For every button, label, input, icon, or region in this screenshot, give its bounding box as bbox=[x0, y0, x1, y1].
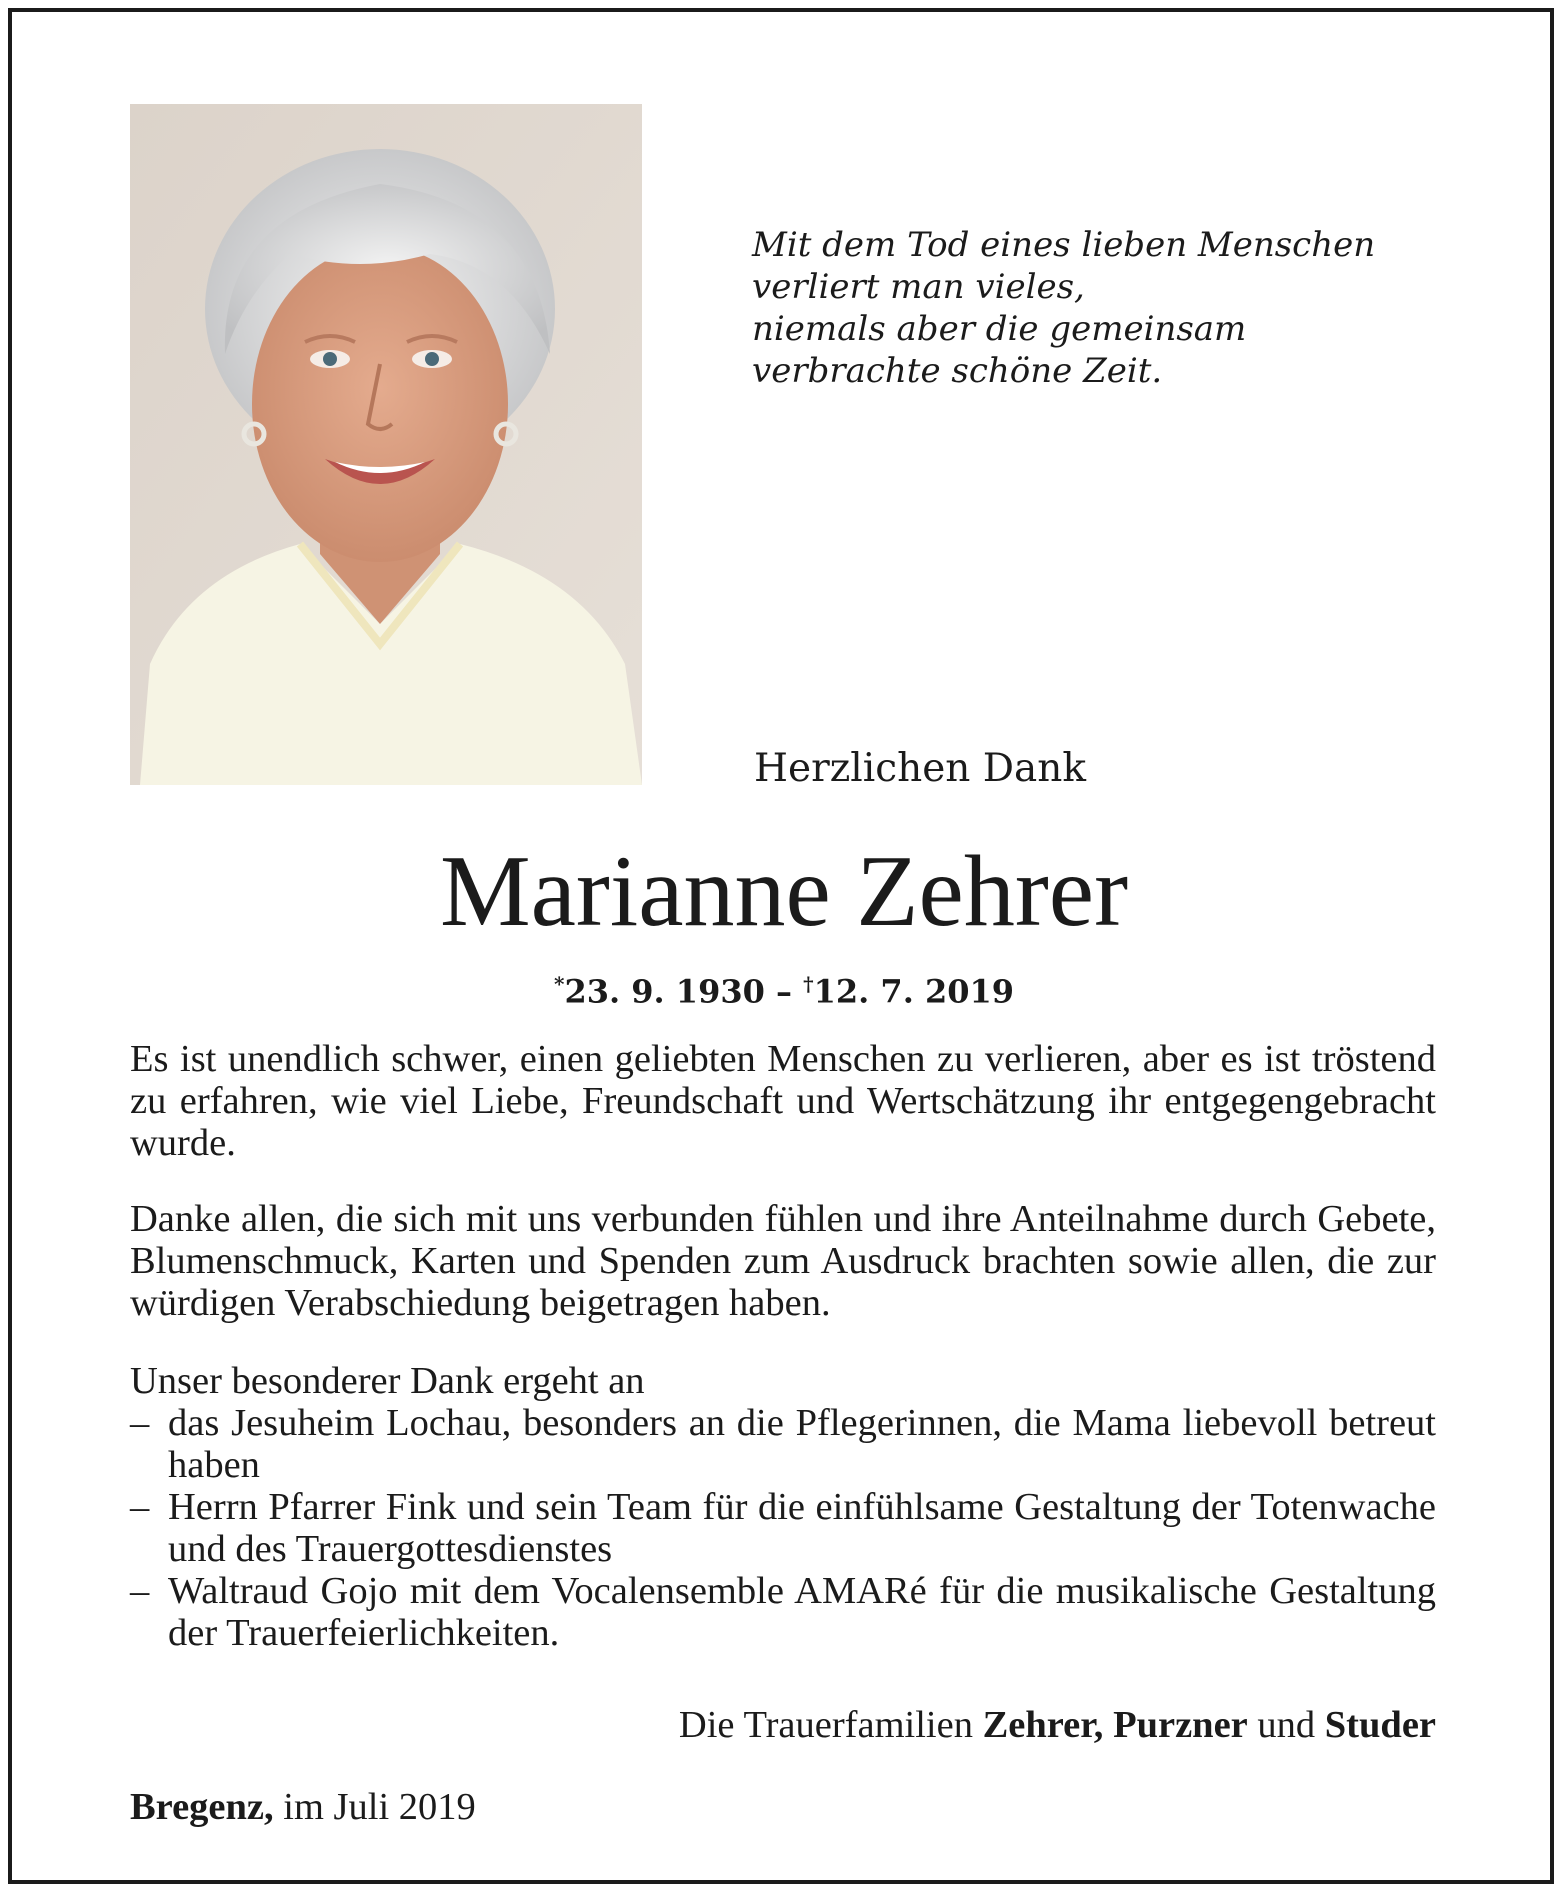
dash-bullet: – bbox=[130, 1570, 150, 1612]
family-name: Purzner bbox=[1113, 1704, 1248, 1746]
dash-bullet: – bbox=[130, 1402, 150, 1444]
list-item bbox=[130, 1486, 1436, 1570]
death-date: 12. 7. 2019 bbox=[813, 972, 1015, 1011]
list-item bbox=[130, 1402, 1436, 1486]
quote-line: Mit dem Tod eines lieben Menschen bbox=[752, 225, 1376, 265]
thanks-heading: Herzlichen Dank bbox=[754, 746, 1087, 791]
memorial-quote bbox=[752, 224, 1492, 392]
quote-line: niemals aber die gemeinsam bbox=[752, 309, 1247, 349]
quote-line: verliert man vieles, bbox=[752, 267, 1085, 307]
portrait-illustration bbox=[130, 104, 642, 785]
birth-symbol: * bbox=[553, 972, 565, 996]
death-symbol: † bbox=[803, 972, 814, 996]
family-name: Studer bbox=[1324, 1704, 1436, 1746]
dash-bullet: – bbox=[130, 1486, 150, 1528]
signature-prefix: Die Trauerfamilien bbox=[678, 1704, 983, 1746]
list-item-text: Waltraud Gojo mit dem Vocalensemble AMARé für die musikalische Gestaltung der Trauerfeierlichkeiten. bbox=[168, 1570, 1436, 1654]
quote-line: verbrachte schöne Zeit. bbox=[752, 351, 1163, 391]
paragraph: Es ist unendlich schwer, einen geliebten Menschen zu verlieren, aber es ist tröstend zu erfahren, wie viel Liebe, Freundschaft und Wertschätzung ihr entgegengebracht wurde. bbox=[130, 1038, 1436, 1164]
paragraph: Danke allen, die sich mit uns verbunden fühlen und ihre Anteilnahme durch Gebete, Blumenschmuck, Karten und Spenden zum Ausdruck brachten sowie allen, die zur würdigen Verabschiedung beigetragen haben. bbox=[130, 1198, 1436, 1324]
paragraph: Unser besonderer Dank ergeht an bbox=[130, 1360, 645, 1402]
thanks-list bbox=[130, 1402, 1436, 1654]
birth-date: 23. 9. 1930 bbox=[564, 972, 765, 1011]
list-item-text: Herrn Pfarrer Fink und sein Team für die einfühlsame Gestaltung der Totenwache und des Trauergottesdienstes bbox=[168, 1486, 1436, 1570]
date-separator: – bbox=[764, 972, 804, 1011]
life-dates bbox=[0, 962, 1568, 1014]
list-item-text: das Jesuheim Lochau, besonders an die Pflegerinnen, die Mama liebevoll betreut haben bbox=[168, 1402, 1436, 1486]
family-signature bbox=[679, 1702, 1436, 1748]
signature-conjunction: und bbox=[1247, 1704, 1325, 1746]
deceased-name: Marianne Zehrer bbox=[439, 835, 1129, 948]
place-city: Bregenz, bbox=[130, 1786, 274, 1828]
place-date: im Juli 2019 bbox=[273, 1786, 476, 1828]
place-and-date bbox=[130, 1784, 476, 1830]
family-name: Zehrer, bbox=[982, 1704, 1104, 1746]
list-item bbox=[130, 1570, 1436, 1654]
portrait-photo bbox=[130, 104, 642, 785]
